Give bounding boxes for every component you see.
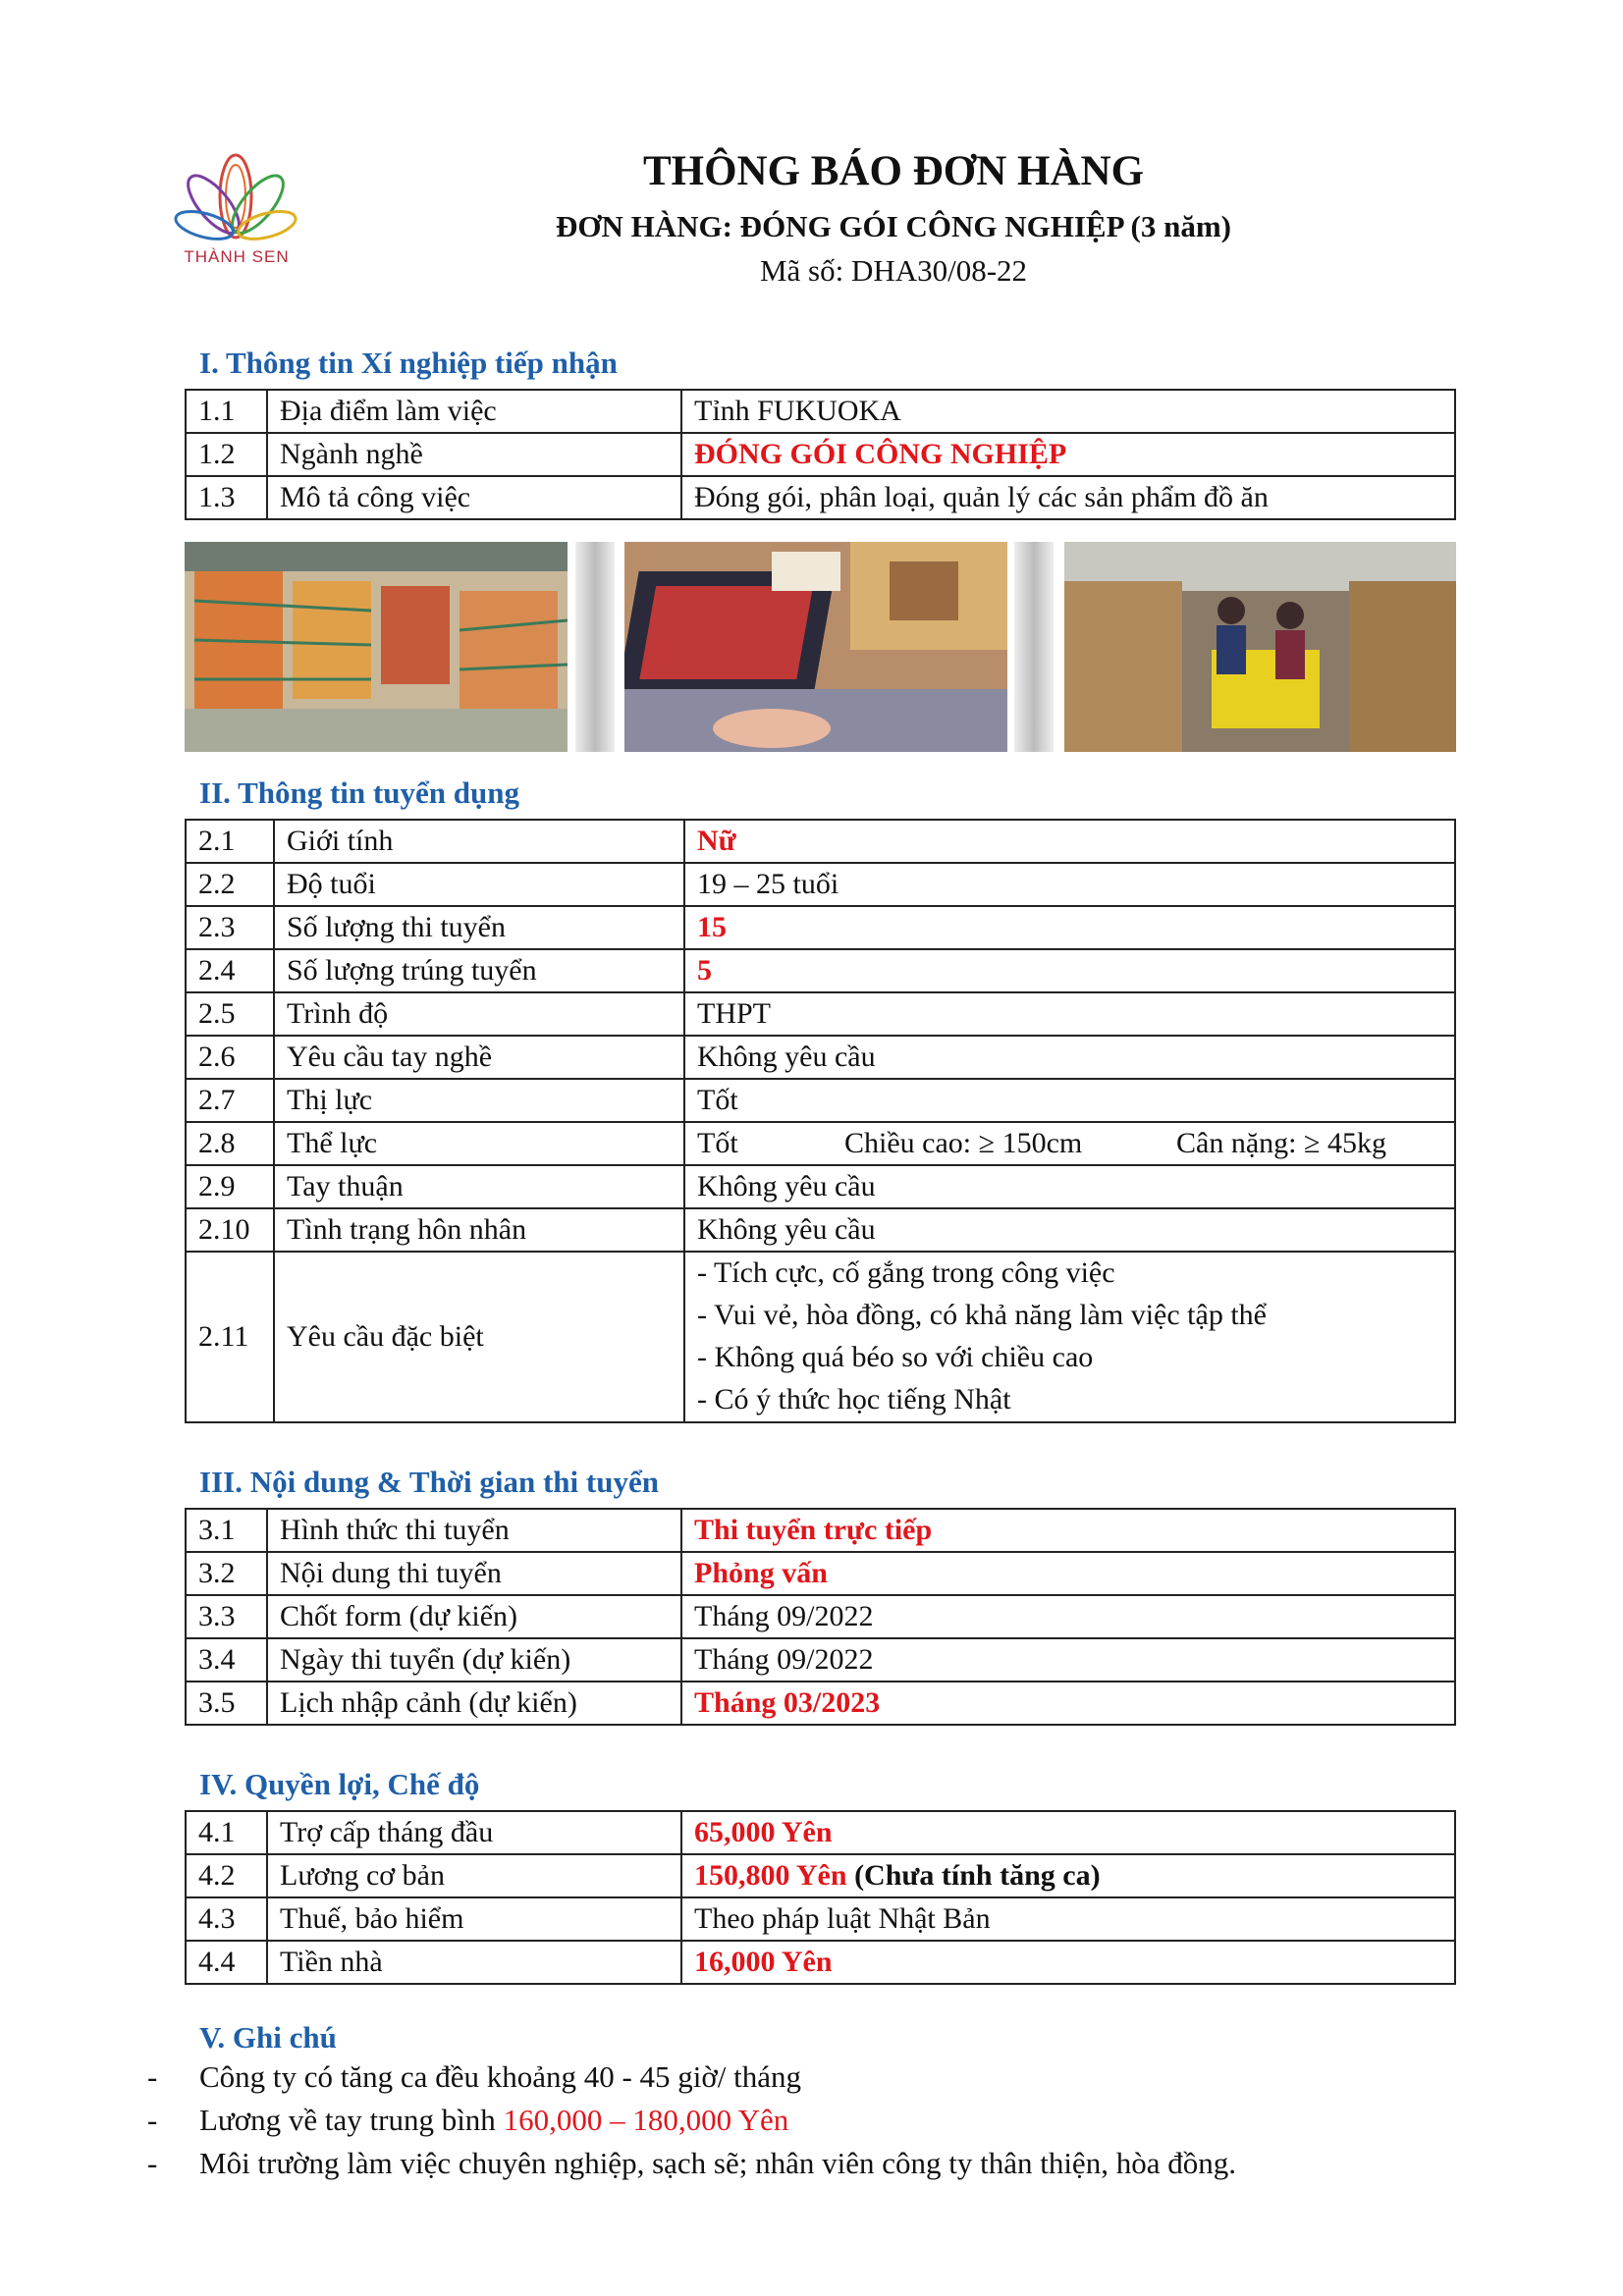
row-value: Tháng 03/2023	[681, 1682, 1455, 1725]
bullet-dash: -	[147, 2146, 158, 2180]
row-label: Thể lực	[274, 1122, 684, 1165]
table-row	[186, 1811, 1455, 1854]
section-2-table	[185, 819, 1456, 1423]
row-label: Độ tuổi	[274, 863, 684, 906]
row-number: 4.1	[186, 1811, 267, 1854]
section-4-table	[185, 1810, 1456, 1985]
row-number: 2.2	[186, 863, 274, 906]
row-number: 3.1	[186, 1509, 267, 1552]
table-row	[186, 1854, 1455, 1897]
bullet-dash: -	[147, 2103, 158, 2137]
row-label: Chốt form (dự kiến)	[267, 1595, 681, 1638]
row-number: 3.3	[186, 1595, 267, 1638]
row-number: 1.3	[186, 476, 267, 519]
section-5-heading: V. Ghi chú	[199, 2020, 337, 2055]
row-label: Nội dung thi tuyển	[267, 1552, 681, 1595]
weight-requirement: Cân nặng: ≥ 45kg	[1176, 1127, 1386, 1159]
row-label: Ngành nghề	[267, 433, 681, 476]
row-value: Phỏng vấn	[681, 1552, 1455, 1595]
row-label: Yêu cầu đặc biệt	[274, 1252, 684, 1422]
section-1-heading: I. Thông tin Xí nghiệp tiếp nhận	[199, 346, 618, 380]
row-label: Lịch nhập cảnh (dự kiến)	[267, 1682, 681, 1725]
row-value	[684, 1252, 1455, 1422]
section-3-heading: III. Nội dung & Thời gian thi tuyển	[199, 1465, 659, 1499]
requirement-line: - Có ý thức học tiếng Nhật	[697, 1383, 1011, 1415]
table-row	[186, 906, 1455, 949]
note-text: Công ty có tăng ca đều khoảng 40 - 45 giờ/ tháng	[199, 2059, 802, 2094]
row-number: 2.3	[186, 906, 274, 949]
logo-text: THÀNH SEN	[184, 247, 290, 266]
page-subtitle: ĐƠN HÀNG: ĐÓNG GÓI CÔNG NGHIỆP (3 năm)	[555, 209, 1232, 243]
row-value: 5	[684, 949, 1455, 992]
table-row	[186, 1552, 1455, 1595]
table-row	[186, 1638, 1455, 1682]
order-code: Mã số: DHA30/08-22	[759, 253, 1028, 288]
row-label: Giới tính	[274, 820, 684, 863]
row-label: Tình trạng hôn nhân	[274, 1208, 684, 1252]
row-number: 2.9	[186, 1165, 274, 1208]
row-value: ĐÓNG GÓI CÔNG NGHIỆP	[681, 433, 1455, 476]
row-value: 19 – 25 tuổi	[684, 863, 1455, 906]
page-title: THÔNG BÁO ĐƠN HÀNG	[642, 148, 1145, 194]
bullet-dash: -	[147, 2059, 158, 2094]
table-row	[186, 433, 1455, 476]
table-row	[186, 863, 1455, 906]
table-row	[186, 1036, 1455, 1079]
row-value: THPT	[684, 992, 1455, 1036]
row-label: Số lượng trúng tuyển	[274, 949, 684, 992]
table-row	[186, 820, 1455, 863]
table-row	[186, 949, 1455, 992]
row-label: Yêu cầu tay nghề	[274, 1036, 684, 1079]
section-3-table	[185, 1508, 1456, 1726]
requirement-line: - Vui vẻ, hòa đồng, có khả năng làm việc tập thể	[697, 1299, 1267, 1331]
row-label: Thuế, bảo hiểm	[267, 1897, 681, 1941]
row-value: Không yêu cầu	[684, 1036, 1455, 1079]
section-1-table	[185, 389, 1456, 520]
table-row	[186, 1122, 1455, 1165]
row-label: Số lượng thi tuyển	[274, 906, 684, 949]
row-label: Lương cơ bản	[267, 1854, 681, 1897]
row-label: Tay thuận	[274, 1165, 684, 1208]
row-label: Trình độ	[274, 992, 684, 1036]
row-value: 65,000 Yên	[681, 1811, 1455, 1854]
row-value: Tháng 09/2022	[681, 1638, 1455, 1682]
table-row	[186, 1595, 1455, 1638]
table-row	[186, 1079, 1455, 1122]
height-requirement: Chiều cao: ≥ 150cm	[844, 1127, 1083, 1159]
table-row	[186, 1208, 1455, 1252]
note-text: Môi trường làm việc chuyên nghiệp, sạch sẽ; nhân viên công ty thân thiện, hòa đồng.	[199, 2146, 1236, 2180]
requirement-line: - Không quá béo so với chiều cao	[697, 1341, 1094, 1373]
row-number: 2.4	[186, 949, 274, 992]
row-label: Trợ cấp tháng đầu	[267, 1811, 681, 1854]
table-row	[186, 1252, 1455, 1422]
table-row	[186, 992, 1455, 1036]
note-text	[199, 2103, 788, 2138]
row-value	[681, 1854, 1455, 1897]
table-row	[186, 1941, 1455, 1984]
table-row	[186, 1509, 1455, 1552]
row-label: Mô tả công việc	[267, 476, 681, 519]
photo-strip	[185, 542, 1456, 752]
salary-note: (Chưa tính tăng ca)	[854, 1859, 1101, 1892]
requirement-line: - Tích cực, cố gắng trong công việc	[697, 1256, 1115, 1289]
packing-laptop-photo	[624, 542, 1007, 752]
row-number: 4.2	[186, 1854, 267, 1897]
row-value	[684, 1122, 1455, 1165]
row-number: 3.4	[186, 1638, 267, 1682]
row-value: Nữ	[684, 820, 1455, 863]
row-value: Không yêu cầu	[684, 1208, 1455, 1252]
table-row	[186, 390, 1455, 433]
row-value: Tốt	[684, 1079, 1455, 1122]
row-number: 4.3	[186, 1897, 267, 1941]
photo-divider	[575, 542, 615, 752]
table-row	[186, 1682, 1455, 1725]
row-number: 3.2	[186, 1552, 267, 1595]
row-number: 2.8	[186, 1122, 274, 1165]
note-text-part: Lương về tay trung bình	[199, 2103, 504, 2137]
row-value: Tỉnh FUKUOKA	[681, 390, 1455, 433]
row-label: Hình thức thi tuyển	[267, 1509, 681, 1552]
salary-range: 160,000 – 180,000 Yên	[503, 2103, 789, 2137]
row-label: Tiền nhà	[267, 1941, 681, 1984]
row-number: 3.5	[186, 1682, 267, 1725]
row-number: 4.4	[186, 1941, 267, 1984]
warehouse-workers-photo	[1064, 542, 1456, 752]
row-value: Đóng gói, phân loại, quản lý các sản phẩm đồ ăn	[681, 476, 1455, 519]
table-row	[186, 476, 1455, 519]
row-number: 1.1	[186, 390, 267, 433]
warehouse-shelves-photo	[185, 542, 568, 752]
row-value: 16,000 Yên	[681, 1941, 1455, 1984]
row-value: Tháng 09/2022	[681, 1595, 1455, 1638]
table-row	[186, 1897, 1455, 1941]
row-number: 2.6	[186, 1036, 274, 1079]
row-value: 15	[684, 906, 1455, 949]
row-label: Ngày thi tuyển (dự kiến)	[267, 1638, 681, 1682]
row-number: 1.2	[186, 433, 267, 476]
row-number: 2.5	[186, 992, 274, 1036]
fitness-value: Tốt	[697, 1127, 738, 1159]
row-value: Không yêu cầu	[684, 1165, 1455, 1208]
row-label: Địa điểm làm việc	[267, 390, 681, 433]
section-4-heading: IV. Quyền lợi, Chế độ	[199, 1767, 480, 1801]
row-value: Theo pháp luật Nhật Bản	[681, 1897, 1455, 1941]
section-2-heading: II. Thông tin tuyển dụng	[199, 775, 519, 810]
row-value: Thi tuyển trực tiếp	[681, 1509, 1455, 1552]
table-row	[186, 1165, 1455, 1208]
row-number: 2.1	[186, 820, 274, 863]
row-number: 2.7	[186, 1079, 274, 1122]
row-label: Thị lực	[274, 1079, 684, 1122]
salary-value: 150,800 Yên	[694, 1859, 847, 1892]
row-number: 2.10	[186, 1208, 274, 1252]
photo-divider	[1014, 542, 1054, 752]
row-number: 2.11	[186, 1252, 274, 1422]
